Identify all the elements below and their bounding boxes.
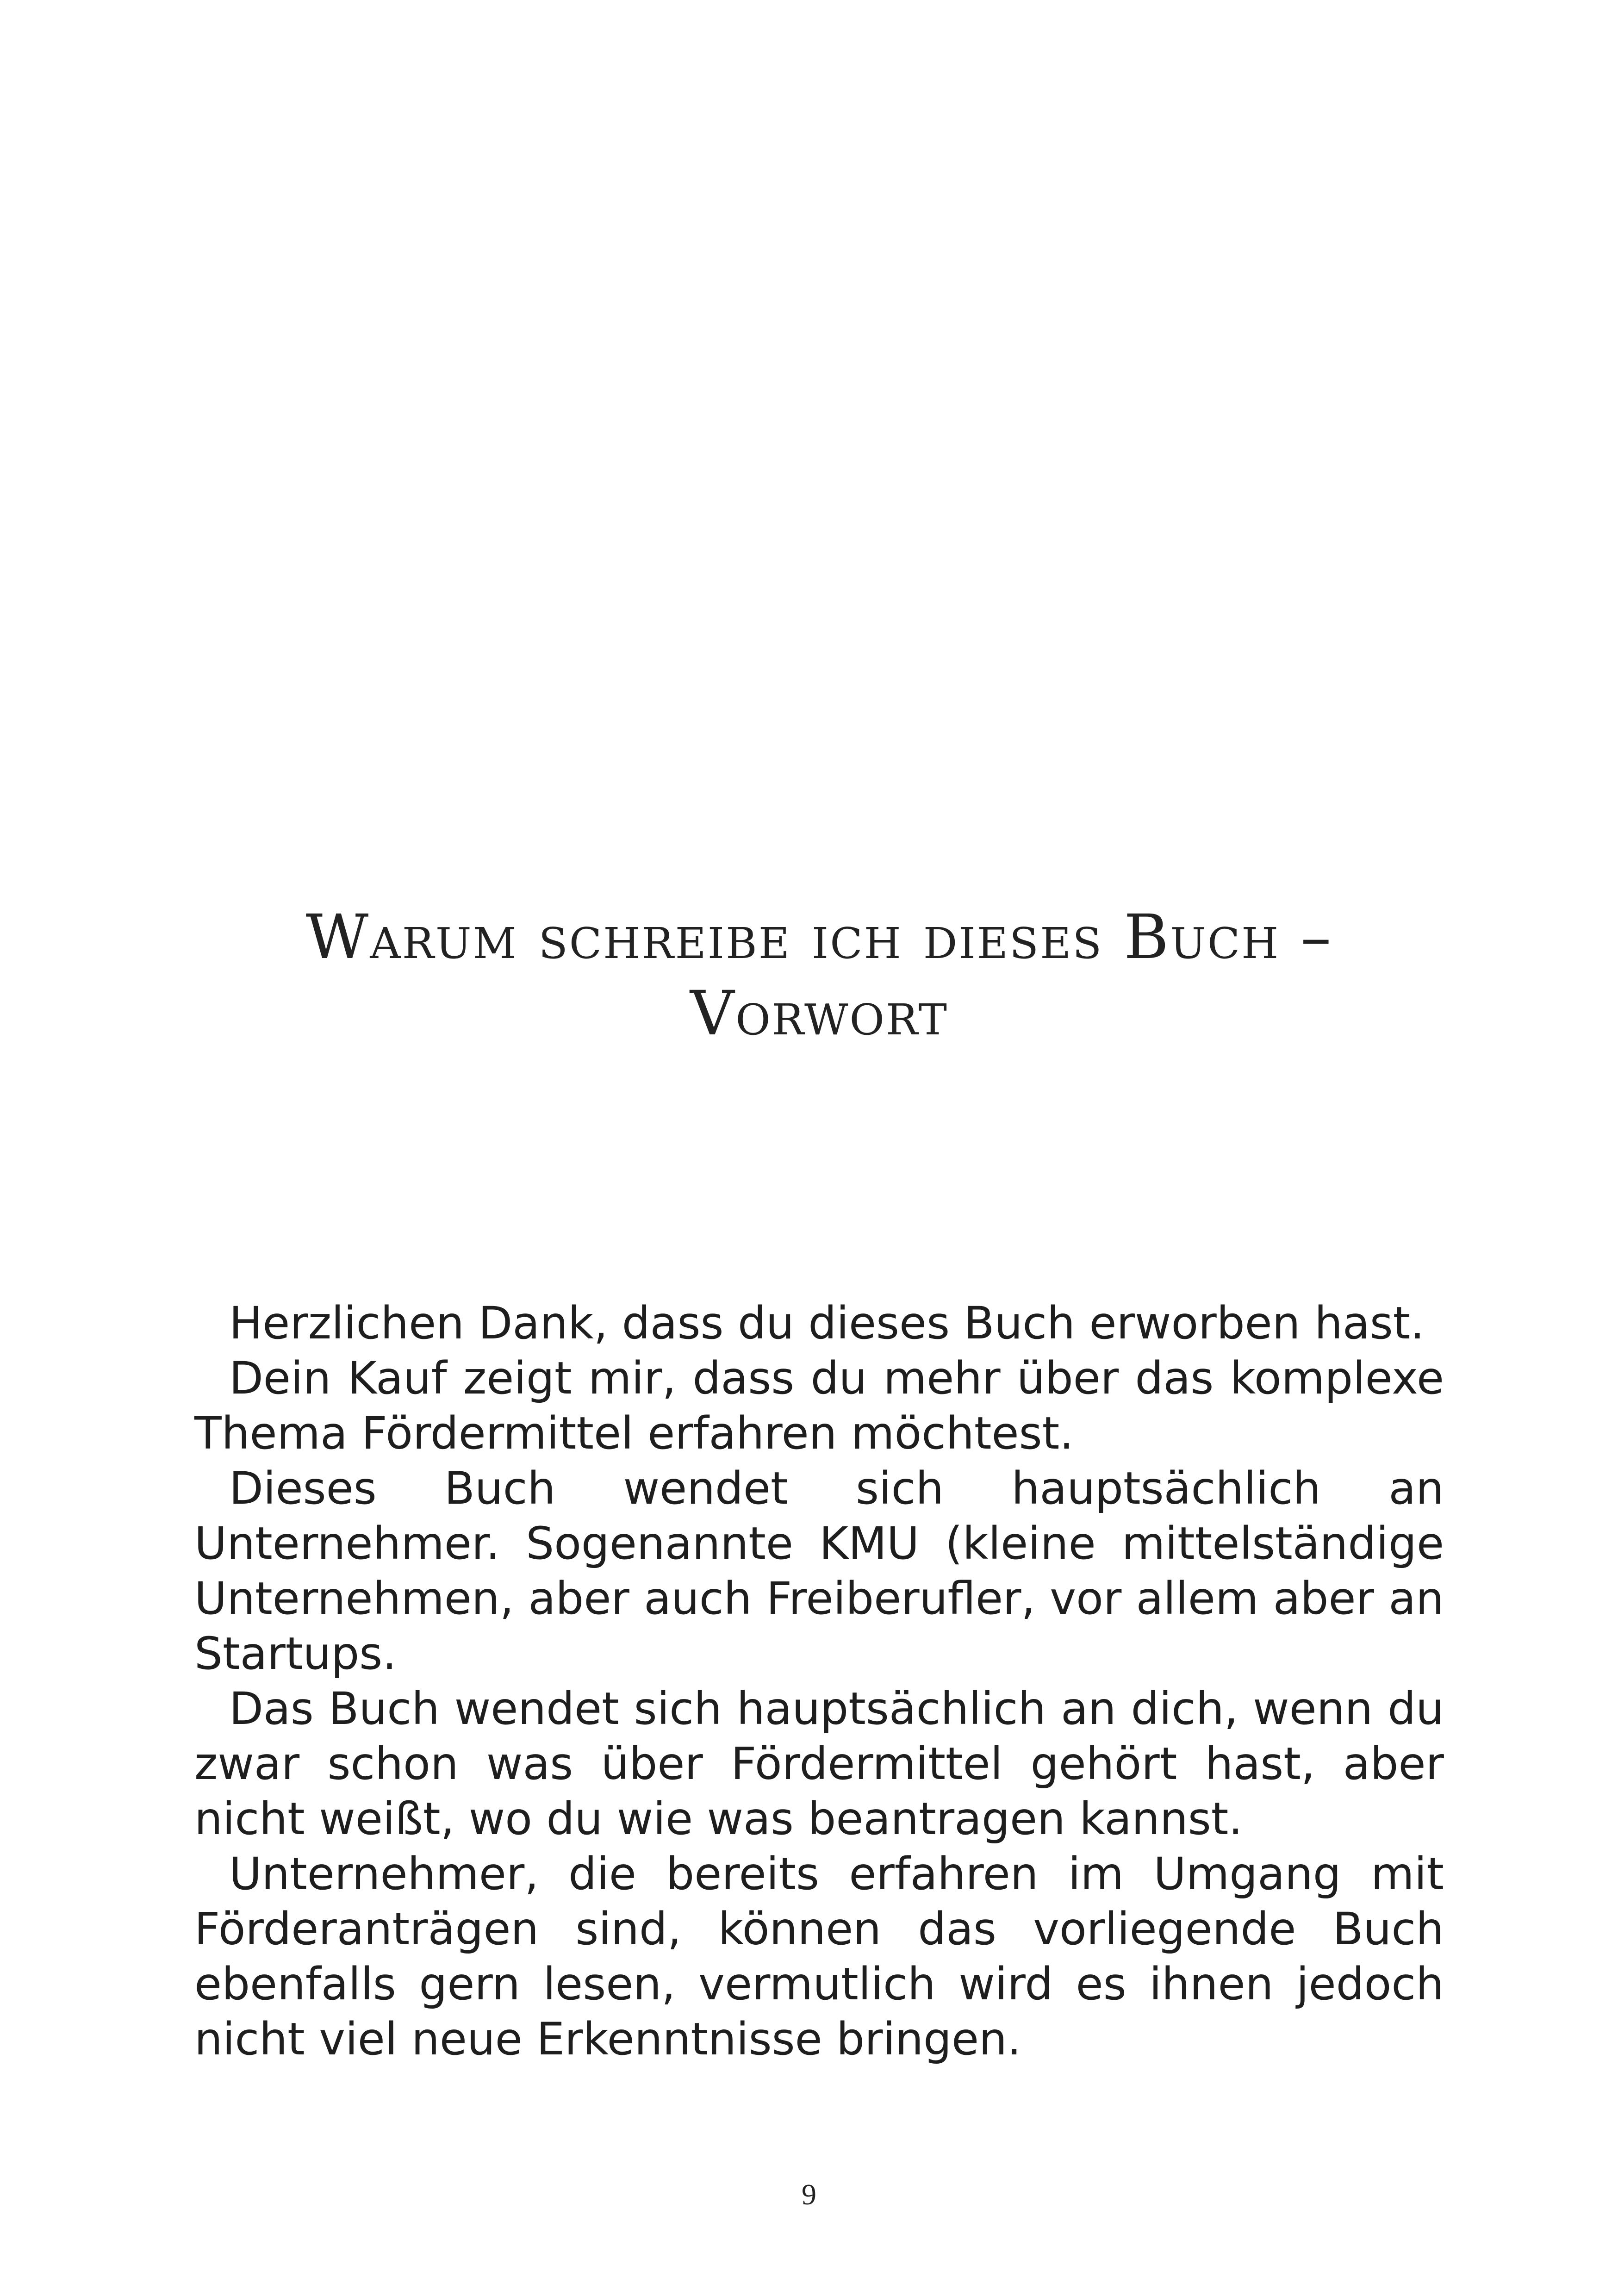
chapter-title xyxy=(194,899,1444,1052)
body-text xyxy=(194,1296,1444,2067)
paragraph: Dieses Buch wendet sich hauptsächlich an Unternehmer. Sogenannte KMU (kleine mittelständige Unternehmen, aber auch Freiberufler, vor allem aber an Startups. xyxy=(194,1462,1444,1680)
paragraph: Das Buch wendet sich hauptsächlich an dich, wenn du zwar schon was über Fördermittel gehört hast, aber nicht weißt, wo du wie was beantragen kannst. xyxy=(194,1683,1444,1845)
chapter-title-line-2: Vorwort xyxy=(690,978,948,1050)
page-number: 9 xyxy=(802,2178,816,2211)
paragraph: Unternehmer, die bereits erfahren im Umgang mit Förderanträgen sind, können das vorliegende Buch ebenfalls gern lesen, vermutlich wird es ihnen jedoch nicht viel neue Erkenntnisse bringen. xyxy=(194,1848,1444,2065)
paragraph: Herzlichen Dank, dass du dieses Buch erworben hast. xyxy=(229,1297,1425,1349)
paragraph: Dein Kauf zeigt mir, dass du mehr über das komplexe Thema Fördermittel erfahren möchtest. xyxy=(194,1352,1444,1459)
chapter-title-line-1: Warum schreibe ich dieses Buch – xyxy=(305,902,1333,973)
